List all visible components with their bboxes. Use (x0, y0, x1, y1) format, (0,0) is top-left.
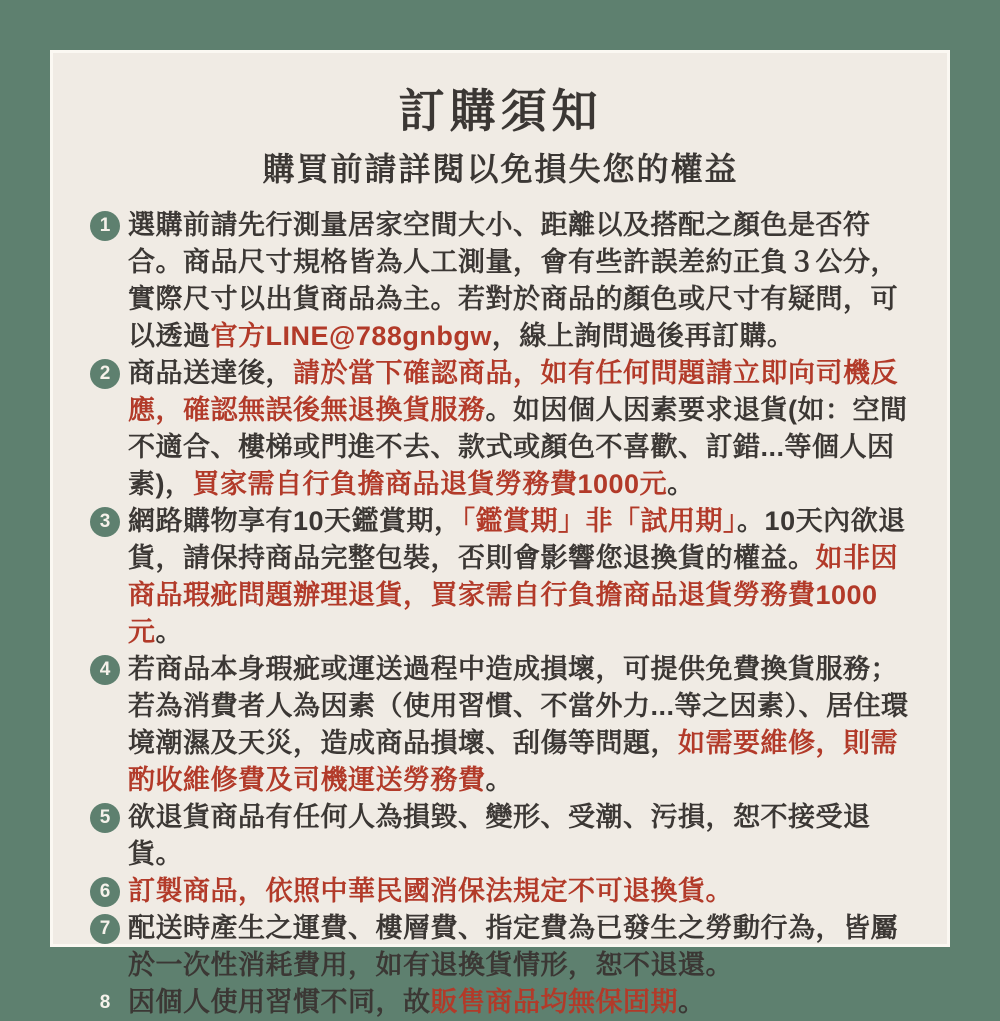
notice-item-7 (90, 910, 911, 984)
item-number-badge: 5 (90, 803, 120, 833)
text-segment-red: 官方LINE@788gnbgw (210, 321, 492, 352)
text-segment-dark: 。 (155, 617, 183, 648)
text-segment-dark: 選購前請先行測量居家空間大小、距離以及搭配之顏色是否符合。商品尺寸規格皆為人工測量，會有些許誤差約正負３公分，實際尺寸以出貨商品為主。若對於商品的顏色或尺寸有疑問，可以透過 (128, 210, 898, 352)
text-segment-dark: 網路購物享有10天鑑賞期， (128, 506, 462, 537)
item-number-badge: 7 (90, 914, 120, 944)
text-segment-red: 訂製商品，依照中華民國消保法規定不可退換貨。 (128, 876, 733, 907)
item-text (128, 799, 911, 873)
notice-item-4 (90, 651, 911, 799)
item-number-badge: 6 (90, 877, 120, 907)
text-segment-dark: ，線上詢問過後再訂購。 (491, 321, 795, 352)
notice-item-6 (90, 873, 911, 910)
item-number-badge: 2 (90, 359, 120, 389)
text-segment-dark: 商品送達後， (128, 358, 293, 389)
notice-item-2 (90, 355, 911, 503)
item-text (128, 910, 911, 984)
text-segment-red: 請於當下確認商品，如有任何問題請立即向司機反應，確認無誤後無退換貨服務 (128, 358, 898, 426)
text-segment-dark: 。如因個人因素要求退貨(如：空間不適合、樓梯或門進不去、款式或顏色不喜歡、訂錯...等個人因素)， (128, 395, 908, 500)
item-text (128, 503, 911, 651)
item-text (128, 873, 911, 910)
item-number-badge: 8 (90, 988, 120, 1018)
text-segment-red: 如非因商品瑕疵問題辦理退貨，買家需自行負擔商品退貨勞務費1000元 (128, 543, 898, 648)
notice-item-8 (90, 984, 911, 1021)
text-segment-dark: 若商品本身瑕疵或運送過程中造成損壞，可提供免費換貨服務；若為消費者人為因素（使用習慣、不當外力...等之因素）、居住環境潮濕及天災，造成商品損壞、刮傷等問題， (128, 654, 909, 759)
text-segment-dark: 。10天內欲退貨，請保持商品完整包裝，否則會影響您退換貨的權益。 (128, 506, 906, 574)
page-subtitle: 購買前請詳閱以免損失您的權益 (262, 150, 739, 187)
notice-item-1 (90, 207, 911, 355)
notice-list (90, 207, 911, 1021)
text-segment-dark: 。 (667, 469, 695, 500)
notice-panel (50, 50, 950, 1018)
text-segment-dark: 欲退貨商品有任何人為損毀、變形、受潮、污損，恕不接受退貨。 (128, 802, 871, 870)
notice-item-3 (90, 503, 911, 651)
notice-item-5 (90, 799, 911, 873)
text-segment-dark: 。 (678, 987, 706, 1018)
item-number-badge: 1 (90, 211, 120, 241)
text-segment-dark: 配送時產生之運費、樓層費、指定費為已發生之勞動行為，皆屬於一次性消耗費用，如有退換貨情形，恕不退還。 (128, 913, 898, 981)
item-text (128, 651, 911, 799)
item-text (128, 984, 911, 1021)
text-segment-dark: 。 (485, 765, 513, 796)
text-segment-red: 販售商品均無保固期 (430, 987, 678, 1018)
item-number-badge: 3 (90, 507, 120, 537)
item-number-badge: 4 (90, 655, 120, 685)
text-segment-red: 「鑑賞期」非「試用期」 (461, 506, 738, 537)
text-segment-red: 如需要維修，則需酌收維修費及司機運送勞務費 (128, 728, 898, 796)
item-text (128, 355, 911, 503)
page-title: 訂購須知 (398, 85, 603, 137)
text-segment-red: 買家需自行負擔商品退貨勞務費1000元 (192, 469, 668, 500)
text-segment-dark: 因個人使用習慣不同，故 (128, 987, 431, 1018)
item-text (128, 207, 911, 355)
